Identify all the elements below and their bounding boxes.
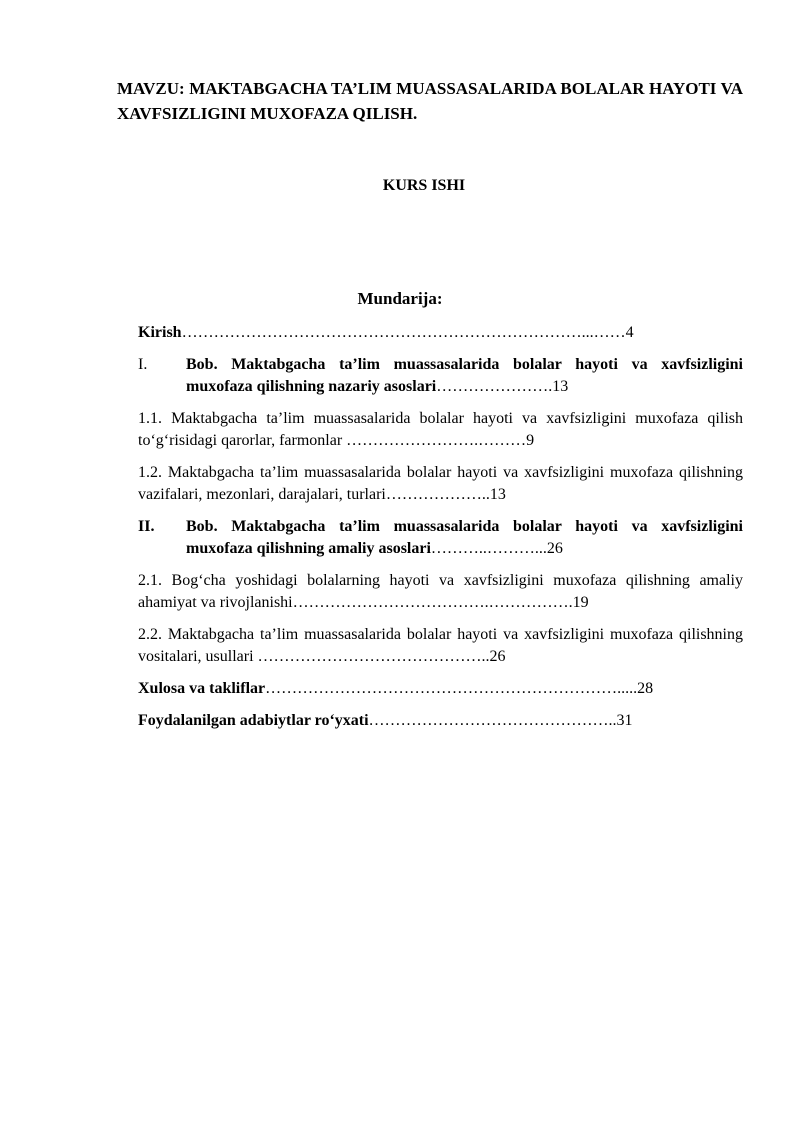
toc-title: Mundarija: bbox=[357, 289, 443, 308]
toc-entry-title: Bob. Maktabgacha ta’lim muassasalarida bolalar hayoti va xavfsizligini muxofaza qilishning nazariy asoslari bbox=[186, 356, 743, 395]
toc-entry-section-1-1 bbox=[138, 408, 743, 452]
toc-page-number: 13 bbox=[552, 378, 569, 395]
toc-page-number: 13 bbox=[489, 486, 506, 503]
toc-leader-dots: ……………….. bbox=[385, 486, 490, 503]
toc-page-number: 4 bbox=[625, 324, 634, 341]
chapter-number: II. bbox=[138, 518, 155, 535]
chapter-number: I. bbox=[138, 356, 148, 373]
toc-page-number: 31 bbox=[616, 712, 633, 729]
toc-leader-dots: …………………. bbox=[436, 378, 553, 395]
toc-entry-conclusion bbox=[138, 678, 743, 700]
toc-entry-title: Kirish bbox=[138, 324, 182, 341]
table-of-contents bbox=[138, 322, 743, 742]
toc-entry-section-2-2 bbox=[138, 624, 743, 668]
toc-entry-title: Xulosa va takliflar bbox=[138, 680, 266, 697]
toc-page-number: 26 bbox=[489, 648, 506, 665]
toc-leader-dots: ……………………………………….. bbox=[368, 712, 617, 729]
toc-leader-dots: ……………………………….……………. bbox=[292, 594, 573, 611]
toc-entry-title: 1.2. Maktabgacha ta’lim muassasalarida bolalar hayoti va xavfsizligini muxofaza qilishning vazifalari, mezonlari, darajalari, turlari bbox=[138, 464, 743, 503]
toc-entry-chapter-1 bbox=[138, 354, 743, 398]
toc-entry-title: Foydalanilgan adabiytlar ro‘yxati bbox=[138, 712, 369, 729]
toc-entry-title: Bob. Maktabgacha ta’lim muassasalarida bolalar hayoti va xavfsizligini muxofaza qilishning amaliy asoslari bbox=[186, 518, 743, 557]
toc-leader-dots: …………………………………………………………..... bbox=[265, 680, 638, 697]
toc-leader-dots: ………..………... bbox=[430, 540, 547, 557]
work-type-heading: KURS ISHI bbox=[382, 177, 466, 194]
toc-entry-intro bbox=[138, 322, 743, 344]
toc-entry-title: 2.2. Maktabgacha ta’lim muassasalarida bolalar hayoti va xavfsizligini muxofaza qilishning vositalari, usullari bbox=[138, 626, 743, 665]
toc-entry-section-1-2 bbox=[138, 462, 743, 506]
topic-heading: MAVZU: MAKTABGACHA TA’LIM MUASSASALARIDA BOLALAR HAYOTI VA XAVFSIZLIGINI MUXOFAZA QILISH. bbox=[117, 79, 743, 123]
toc-entry-title: 2.1. Bog‘cha yoshidagi bolalarning hayoti va xavfsizligini muxofaza qilishning amaliy ahamiyat va rivojlanishi bbox=[138, 572, 743, 611]
toc-page-number: 9 bbox=[526, 432, 535, 449]
toc-entry-references bbox=[138, 710, 743, 732]
toc-entry-chapter-2 bbox=[138, 516, 743, 560]
toc-page-number: 19 bbox=[572, 594, 589, 611]
toc-page-number: 26 bbox=[546, 540, 563, 557]
toc-entry-section-2-1 bbox=[138, 570, 743, 614]
chapter-body bbox=[186, 516, 743, 560]
toc-page-number: 28 bbox=[637, 680, 654, 697]
toc-entry-title: 1.1. Maktabgacha ta’lim muassasalarida bolalar hayoti va xavfsizligini muxofaza qilish to‘g‘risidagi qarorlar, farmonlar bbox=[138, 410, 743, 449]
toc-leader-dots: …………………………………………………………………...…… bbox=[181, 324, 626, 341]
chapter-body bbox=[186, 354, 743, 398]
toc-leader-dots: …………………….……… bbox=[342, 432, 527, 449]
toc-leader-dots: …………………………………….. bbox=[253, 648, 490, 665]
